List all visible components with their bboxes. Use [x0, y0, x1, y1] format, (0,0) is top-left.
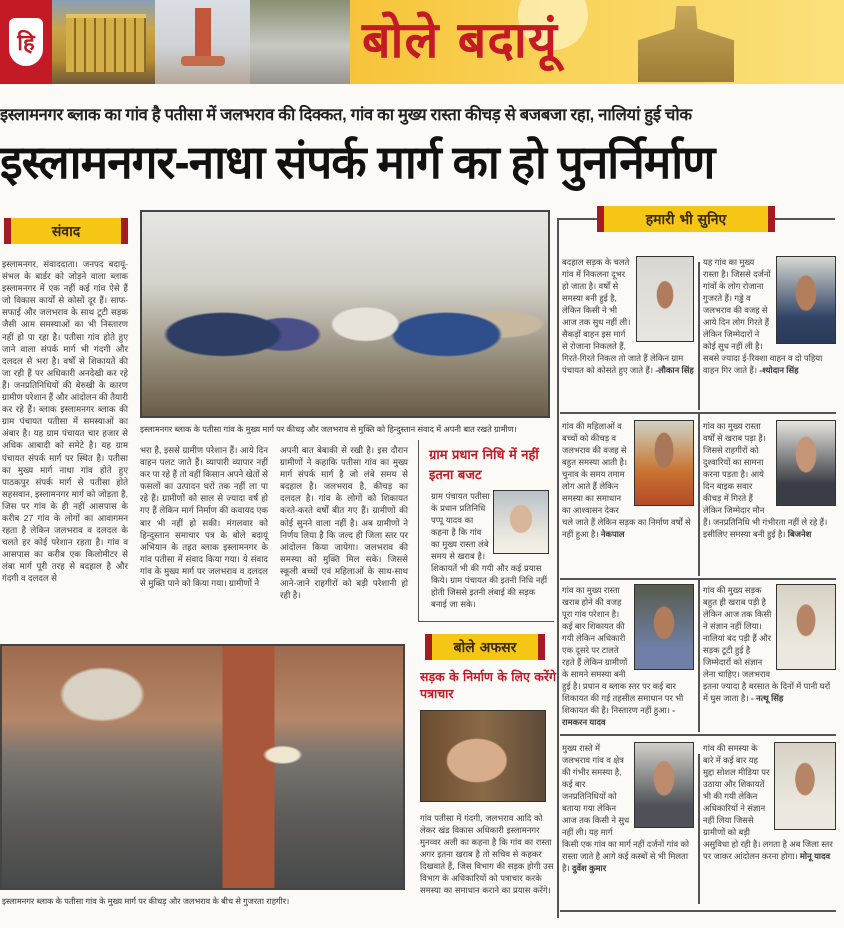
- pradhan-text: ग्राम पंचायत पतीसा के प्रधान प्रतिनिधि पप्पू यादव का कहना है कि गांव का मुख्य रास्ता लंबे समय से खराब है। शिकायतें भी की गयी और कई प्रयास किये। ग्राम पंचायत की इतनी निधि नहीं होती जिससे इतनी लंबाई की सड़क बनाई जा सके।: [431, 491, 548, 609]
- opinion-1-text: बदहाल सड़क के चलते गांव में निकलना दूभर हो जाता है। वर्षों से समस्या बनी हुई है, लेकिन किसी ने भी आज तक सुध नहीं ली। सैकड़ों वाहन इस मार्ग से रोजाना निकलते हैं, गिरते-गिरते निकल तो जाते हैं लेकिन ग्राम पंचायत को कोसते हुए जाते हैं।: [562, 257, 684, 375]
- meeting-photo-caption: इस्लामनगर ब्लाक के पतीसा गांव के मुख्य मार्ग पर कीचड़ और जलभराव से मुक्ति को हिन्दुस्तान संवाद में अपनी बात रखते ग्रामीण।: [140, 425, 517, 434]
- masthead: [0, 0, 844, 84]
- opinion-divider-v3: [698, 580, 700, 732]
- opinion-1-photo: [636, 256, 694, 342]
- samvad-tag: संवाद: [4, 218, 128, 244]
- opinion-2-name: -श्योदान सिंह: [759, 365, 799, 375]
- opinion-divider-h3: [560, 734, 836, 736]
- hamari-bhi-suniye-tag: हमारी भी सुनिए: [597, 206, 775, 232]
- masthead-photo-street: [250, 0, 350, 84]
- opinion-7: [562, 742, 694, 874]
- opinion-divider-v2: [698, 414, 700, 576]
- masthead-banner: [350, 0, 844, 84]
- opinion-4: [703, 420, 836, 540]
- article-column-3: अपनी बात बेबाकी से रखी है। इस दौरान ग्रामीणों ने कहाकि पतीसा गांव का मुख्य मार्ग संपर्क मार्ग है जो लंबे समय से बदहाल है। जलभराव है, कीचड़ का दलदल है। गांव के लोगों को शिकायत करते-करते वर्षों बीत गए हैं। ग्रामीणों की कोई सुनने वाला नहीं है। अब ग्रामीणों ने निर्णय लिया है कि जल्द ही जिला स्तर पर आंदोलन किया जायेगा। जलभराव की समस्या को मुक्ति मिल सके। जिससे स्कूली बच्चों एवं महिलाओं के साथ-साथ आने-जाने राहगीरों को बड़ी परेशानी हो रही है।: [280, 445, 408, 601]
- opinion-8: [703, 742, 836, 862]
- opinion-6-name: - नत्थू सिंह: [750, 693, 784, 703]
- opinion-6-text: गांव की मुख्य सड़क बहुत ही खराब पड़ी है लेकिन आज तक किसी ने संज्ञान नहीं लिया। नालियां बंद पड़ी हैं और सड़क टूटी हुई है जिम्मेदारों को संज्ञान लेना चाहिए। जलभराव इतना ज्यादा है बरसात के दिनों में पानी घरों में घुस जाता है।: [703, 585, 831, 703]
- road-photo-caption: इस्लामनगर ब्लाक के पतीसा गांव के मुख्य मार्ग पर कीचड़ और जलभराव के बीच से गुजरता राहगीर।: [2, 897, 290, 906]
- bole-afsar-tag: बोले अफसर: [425, 634, 545, 660]
- opinion-5: [562, 584, 694, 728]
- opinion-2-photo: [776, 256, 836, 344]
- masthead-photo-building: [52, 0, 155, 84]
- opinion-5-photo: [634, 584, 694, 670]
- afsar-heading: सड़क के निर्माण के लिए करेंगे पत्राचार: [420, 669, 556, 701]
- opinion-1: [562, 256, 694, 376]
- hindustan-logo: [0, 0, 52, 84]
- shield-logo-icon: हि: [9, 18, 43, 66]
- opinion-3: [562, 420, 694, 540]
- opinion-divider-v1: [698, 262, 700, 410]
- opinion-4-text: गांव का मुख्य रास्ता वर्षों से खराब पड़ा है। जिससे राहगीरों को दुश्वारियों का सामना करना पड़ता है। आये दिन बाइक सवार कीचड़ में गिरते हैं लेकिन जिम्मेदार मौन हैं। जनप्रतिनिधि भी गंभीरता नहीं ले रहे हैं। इसीलिए समस्या बनी हुई है।: [703, 421, 828, 539]
- section-title: बोले बदायूं: [362, 10, 558, 69]
- opinion-7-text: मुख्य रास्ते में जलभराव गांव व क्षेत्र की गंभीर समस्या है, कई बार जनप्रतिनिधियों को बताया गया लेकिन आज तक किसी ने सुध नहीं ली। यह मार्ग किसी एक गांव का मार्ग नहीं दर्जनों गांव को रास्ता जाते है आगे कई कस्बों से भी मिलता है।: [562, 743, 690, 873]
- article-column-2: भरा है, इससे ग्रामीण परेशान हैं। आये दिन वाहन पलट जाते हैं। व्यापारी व्यापार नहीं कर पा रहे हैं तो वहीं किसान अपने खेतों से फसलों का उत्पादन घरों तक नहीं ला पा रहे हैं। ग्रामीणों को साल से ज्यादा वर्ष हो गए हैं लेकिन मार्ग निर्माण की कवायद एक बार भी नहीं हो सकी। मंगलवार को हिन्दुस्तान समाचार पत्र के बोले बदायूं अभियान के तहत ब्लाक इस्लामनगर के गांव पतीसा में संवाद किया गया। ये संवाद गांव के मुख्य मार्ग पर जलभराव व दलदल से मुक्ति पाने को किया गया। ग्रामीणों ने: [140, 445, 268, 589]
- opinion-1-name: -लौकान सिंह: [655, 365, 694, 375]
- opinion-3-photo: [634, 420, 694, 506]
- opinion-frame-top-left: [557, 218, 597, 220]
- muddy-road-photo: [0, 644, 405, 890]
- opinion-divider-h4: [560, 910, 836, 912]
- opinion-4-name: बिजनेश: [787, 529, 812, 539]
- pradhan-box: [418, 440, 554, 622]
- opinion-8-name: मोनू यादव: [799, 851, 831, 861]
- opinion-6-photo: [776, 584, 836, 670]
- opinion-frame-top-right: [775, 218, 835, 220]
- opinion-6: [703, 584, 836, 704]
- opinion-2: [703, 256, 836, 376]
- opinion-7-name: दुर्वेश कुमार: [571, 863, 607, 873]
- opinion-2-text: यह गांव का मुख्य रास्ता है। जिससे दर्जनों गांवों के लोग रोजाना गुजरते हैं। गड्ढे व जलभराव की वजह से आये दिन लोग गिरते हैं लेकिन जिम्मेदारों ने कोई सुध नहीं ली है। सबसे ज्यादा ई-रिक्शा वाहन व दो पहिया वाहन गिर जाते हैं।: [703, 257, 823, 375]
- opinion-5-name: - रामकरन यादव: [562, 705, 676, 727]
- opinion-3-name: नेकपाल: [600, 529, 625, 539]
- monument-decoration: [638, 6, 734, 82]
- afsar-text: गांव पतीसा में गंदगी, जलभराव आदि को लेकर खंड विकास अधिकारी इस्लामनगर मुनव्वर अली का कहना है कि गांव का रास्ता अगर इतना खराब है तो सचिव से कहकर दिखवाते हैं, जिस विभाग की सड़क होगी उस विभाग के अधिकारियों को पत्राचार करके समस्या का समाधान कराने का प्रयास करेंगे।: [420, 813, 554, 895]
- opinion-8-photo: [774, 742, 836, 830]
- opinion-frame-left: [557, 218, 559, 918]
- opinion-7-photo: [634, 742, 694, 828]
- pradhan-text-wrap: [431, 490, 551, 610]
- opinion-divider-v4: [698, 754, 700, 904]
- opinion-5-text: गांव का मुख्य रास्ता खराब होने की वजह पूरा गांव परेशान है। कई बार शिकायत की गयी लेकिन अधिकारी एक दूसरे पर टालते रहते हैं लेकिन ग्रामीणों के सामने समस्या बनी हुई है। प्रधान व ब्लाक स्तर पर कई बार शिकायत की गई तहसील समाधान पर भी शिकायत की है। निस्तारण नहीं हुआ।: [562, 585, 684, 715]
- pradhan-heading: ग्राम प्रधान निधि में नहीं इतना बजट: [429, 448, 539, 483]
- villagers-meeting-photo: [140, 210, 550, 418]
- afsar-photo: [420, 710, 546, 802]
- main-headline: इस्लामनगर-नाधा संपर्क मार्ग का हो पुनर्निर्माण: [0, 136, 715, 188]
- opinion-4-photo: [776, 420, 836, 506]
- opinion-8-text: गांव की समस्या के बारे में कई बार यह मुद्दा सोशल मीडिया पर उठाया और शिकायतें भी की गयी लेकिन अधिकारियों ने संज्ञान नहीं लिया जिससे ग्रामीणों को बड़ी असुविधा हो रही है। लगता है अब जिला स्तर पर जाकर आंदोलन करना होगा।: [703, 743, 833, 861]
- article-column-1: इस्लामनगर, संवाददाता। जनपद बदायूं-संभल के बार्डर को जोड़ने वाला ब्लाक इस्लामनगर में एक नहीं कई गांव ऐसे हैं जो विकास कार्यों से कोसों दूर हैं। साफ-सफाई और जलभराव के साथ टूटी सड़क जैसी आम समस्याओं का भी निस्तारण नहीं हो पा रहा है। पतीसा गांव होते हुए जाने वाला संपर्क मार्ग भी गंदगी और दलदल से भरा है। वर्षों से शिकायतें की जा रही हैं पर अधिकारी अनदेखी कर रहे हैं। जनप्रतिनिधियों की बेरुखी के कारण ग्रामीण परेशान हैं और आंदोलन की तैयारी कर रहे हैं। ब्लाक इस्लामनगर ब्लाक की ग्राम पंचायत पतीसा में समस्याओं का अंबार है। यह ग्राम पंचायत चार हजार से अधिक आबादी को समेटे है। यह ग्राम पंचायत संपर्क मार्ग पर स्थित है। पतीसा का मुख्य मार्ग नाधा गांव होते हुए पाठकपुर संपर्क मार्ग से पतीसा होते सहसवान, इस्लामनगर मार्ग को जोड़ता है, जिस पर गांव के ही नहीं आसपास के करीब 27 गांव के लोगों का आवागमन रहता है लेकिन जलभराव व दलदल के चलते हर कोई परेशान रहता है। गांव व आसपास का करीब एक किलोमीटर से लंबा मार्ग पूरी तरह से बदहाल है और गंदगी व दलदल से: [2, 259, 128, 584]
- kicker-headline: इस्लामनगर ब्लाक का गांव है पतीसा में जलभराव की दिक्कत, गांव का मुख्य रास्ता कीचड़ से बजबजा रहा, नालियां हुई चोक: [0, 106, 692, 124]
- masthead-photo-clocktower: [155, 0, 250, 84]
- opinion-3-text: गांव की महिलाओं व बच्चों को कीचड़ व जलभराव की वजह से बहुत समस्या आती है। चुनाव के समय तमाम लोग आते हैं लेकिन समस्या का समाधान का आश्वासन देकर चले जाते हैं लेकिन सड़क का निर्माण वर्षों से नहीं हुआ है।: [562, 421, 691, 539]
